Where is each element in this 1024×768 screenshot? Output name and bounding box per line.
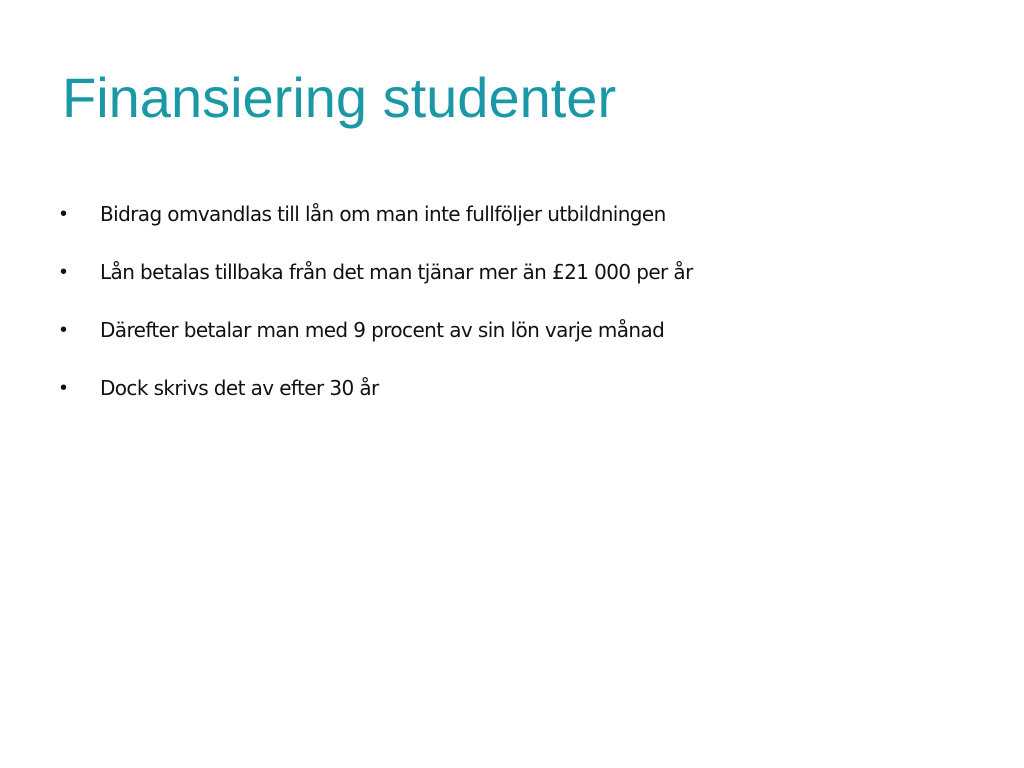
bullet-text: Bidrag omvandlas till lån om man inte fullföljer utbildningen xyxy=(100,202,666,226)
slide-title: Finansiering studenter xyxy=(62,66,617,129)
bullet-dot-icon: • xyxy=(60,203,68,225)
bullet-dot-icon: • xyxy=(60,377,68,399)
bullet-text: Därefter betalar man med 9 procent av sin lön varje månad xyxy=(100,318,665,342)
bullet-dot-icon: • xyxy=(60,261,68,283)
bullet-text: Dock skrivs det av efter 30 år xyxy=(100,376,379,400)
bullet-text: Lån betalas tillbaka från det man tjänar mer än £21 000 per år xyxy=(100,260,693,284)
bullet-dot-icon: • xyxy=(60,319,68,341)
